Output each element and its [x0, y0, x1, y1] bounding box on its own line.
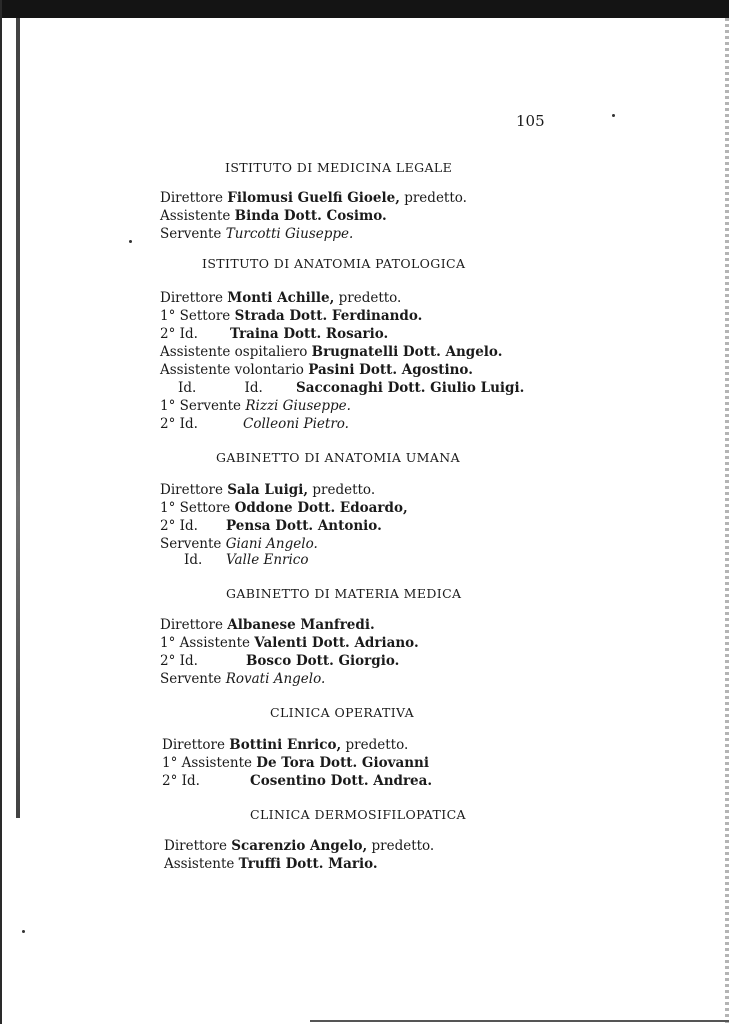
- staff-line: 1° Assistente De Tora Dott. Giovanni: [162, 755, 429, 771]
- staff-line: Direttore Scarenzio Angelo, predetto.: [164, 838, 435, 854]
- staff-line: 2° Id.Pensa Dott. Antonio.: [160, 518, 382, 534]
- staff-line: 2° Id. Colleoni Pietro.: [160, 416, 349, 432]
- section-heading: CLINICA DERMOSIFILOPATICA: [250, 807, 466, 822]
- staff-line: Id.Valle Enrico: [184, 552, 309, 568]
- section-heading: CLINICA OPERATIVA: [270, 705, 415, 720]
- staff-line: Assistente Truffi Dott. Mario.: [164, 856, 378, 872]
- staff-line: Servente Turcotti Giuseppe.: [160, 226, 354, 242]
- staff-line: Assistente ospitaliero Brugnatelli Dott. Angelo.: [160, 344, 503, 360]
- staff-line: Assistente Binda Dott. Cosimo.: [160, 208, 387, 224]
- staff-line: Direttore Filomusi Guelfi Gioele, predetto.: [160, 190, 467, 206]
- section-heading: ISTITUTO DI ANATOMIA PATOLOGICA: [202, 256, 466, 271]
- staff-line: Direttore Bottini Enrico, predetto.: [162, 737, 409, 753]
- staff-line: 1° Settore Oddone Dott. Edoardo,: [160, 500, 408, 516]
- scan-speck: [612, 114, 615, 117]
- staff-line: 2° Id. Cosentino Dott. Andrea.: [162, 773, 433, 789]
- scan-left-edge: [0, 0, 2, 1024]
- binding-shadow: [16, 18, 20, 818]
- staff-line: 1° Settore Strada Dott. Ferdinando.: [160, 308, 423, 324]
- staff-line: 1° Servente Rizzi Giuseppe.: [160, 398, 351, 414]
- staff-line: 2° Id.Traina Dott. Rosario.: [160, 326, 389, 342]
- staff-line: Assistente volontario Pasini Dott. Agostino.: [160, 362, 473, 378]
- staff-line: Direttore Monti Achille, predetto.: [160, 290, 402, 306]
- staff-line: Servente Rovati Angelo.: [160, 671, 326, 687]
- scan-top-border: [0, 0, 729, 18]
- staff-line: Id. Id.Sacconaghi Dott. Giulio Luigi.: [178, 380, 525, 396]
- section-heading: GABINETTO DI ANATOMIA UMANA: [216, 450, 461, 465]
- section-heading: GABINETTO DI MATERIA MEDICA: [226, 586, 462, 601]
- staff-line: Direttore Albanese Manfredi.: [160, 617, 375, 633]
- staff-line: 2° Id. Bosco Dott. Giorgio.: [160, 653, 400, 669]
- staff-line: 1° Assistente Valenti Dott. Adriano.: [160, 635, 419, 651]
- page-number: 105: [516, 112, 545, 130]
- scan-right-edge: [725, 18, 729, 1024]
- scan-bottom-edge: [310, 1020, 729, 1022]
- scan-speck: [22, 930, 25, 933]
- section-heading: ISTITUTO DI MEDICINA LEGALE: [225, 160, 453, 175]
- scan-speck: [129, 240, 132, 243]
- staff-line: Servente Giani Angelo.: [160, 536, 318, 552]
- staff-line: Direttore Sala Luigi, predetto.: [160, 482, 376, 498]
